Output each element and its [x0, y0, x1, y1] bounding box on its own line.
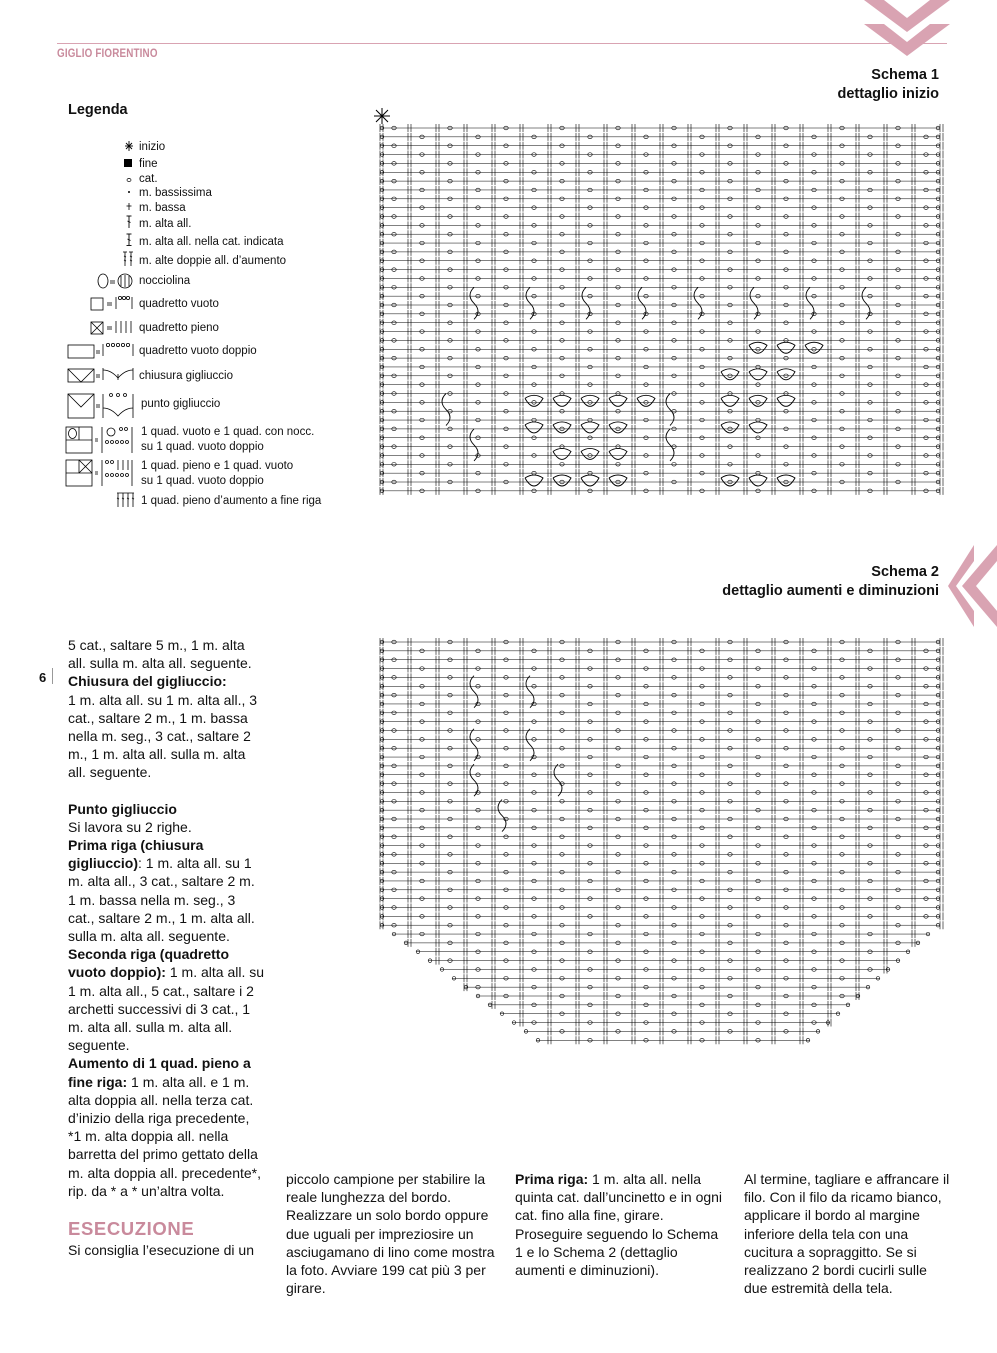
paragraph-seconda-riga: 1 m. alta all. su 1 m. alta all., 5 cat., saltare i 2 archetti successivi di 3 cat., 1 m. alta all. sulla m. alta all. seguente. — [68, 964, 265, 1054]
legend-label-inizio: inizio — [139, 141, 166, 153]
double-treble-increase-icon — [121, 251, 135, 267]
running-title: GIGLIO FIORENTINO — [57, 46, 158, 60]
text-column-3 — [515, 1170, 727, 1279]
nocciolina-icon — [97, 272, 135, 290]
paragraph-esecuzione: Si consiglia l’esecuzione di un — [68, 1242, 254, 1259]
legend-label-fine: fine — [139, 158, 158, 170]
text-column-2 — [286, 1170, 498, 1297]
end-row-increase-icon — [116, 492, 136, 508]
empty-square-icon — [90, 295, 136, 311]
heading-esecuzione: ESECUZIONE — [68, 1218, 195, 1240]
schema1-chart — [372, 102, 947, 507]
legend-label-bassissima: m. bassissima — [139, 187, 212, 199]
single-crochet-icon — [126, 202, 132, 211]
lily-stitch-icon — [67, 392, 137, 420]
legend-label-quadretto-pieno: quadretto pieno — [139, 322, 219, 334]
asterisk-icon — [124, 140, 134, 152]
filled-square-icon — [123, 158, 133, 168]
text-column-4 — [744, 1170, 952, 1297]
paragraph-prima-riga-2: 1 m. alta all. nella quinta cat. dall’uncinetto e in ogni cat. fino alla fine, girare. Proseguire seguendo lo Schema 1 e lo Schema 2 (dettaglio aumenti e diminuzioni). — [515, 1171, 723, 1279]
schema2-subtitle: dettaglio aumenti e diminuzioni — [722, 583, 939, 599]
legend-label-quadretto-vuoto: quadretto vuoto — [139, 298, 219, 310]
treble-crochet-icon — [125, 215, 133, 229]
legend-label-chiusura: chiusura gigliuccio — [139, 370, 233, 382]
full-and-empty-square-icon — [65, 458, 137, 488]
schema2-heading — [722, 563, 939, 601]
schema1-heading — [838, 66, 940, 104]
chevron-down-icon — [864, 0, 950, 58]
legend-title: Legenda — [68, 102, 128, 118]
chevron-left-icon — [948, 545, 997, 627]
heading-chiusura: Chiusura del gigliuccio: — [68, 673, 227, 690]
heading-prima-riga-2: Prima riga: — [515, 1171, 589, 1187]
legend-label-vuoto-doppio: quadretto vuoto doppio — [139, 345, 257, 357]
schema2-chart — [372, 632, 947, 1067]
schema2-diagram — [372, 632, 947, 1067]
lily-closure-icon — [67, 366, 137, 384]
paragraph-chiusura: 1 m. alta all. su 1 m. alta all., 3 cat., saltare 2 m., 1 m. bassa nella m. seg., 3 cat., saltare 2 m., 1 m. alta all. sulla m. alta all. seguente. — [68, 691, 258, 781]
treble-in-chain-icon — [125, 233, 133, 247]
square-with-nocc-icon — [65, 425, 137, 455]
legend-label-punto-gigliuccio: punto gigliuccio — [141, 398, 221, 410]
paragraph-campione: piccolo campione per stabilire la reale lunghezza del bordo. Realizzare un solo bordo oppure due uguali per impreziosire un asciugamano di lino come mostra la foto. Avviare 199 cat più 3 per girare. — [286, 1171, 495, 1297]
legend-label-alta-cat: m. alta all. nella cat. indicata — [139, 236, 284, 248]
legend-label-pieno-vuoto-1: 1 quad. pieno e 1 quad. vuoto — [141, 460, 294, 472]
legend-label-cat: cat. — [139, 173, 158, 185]
schema1-subtitle: dettaglio inizio — [837, 86, 939, 102]
legend-label-vuoto-nocc-1: 1 quad. vuoto e 1 quad. con nocc. — [141, 426, 315, 438]
legend-label-vuoto-nocc-2: su 1 quad. vuoto doppio — [141, 441, 264, 453]
legend-label-pieno-vuoto-2: su 1 quad. vuoto doppio — [141, 475, 264, 487]
text-column-1 — [68, 636, 264, 1259]
heading-punto-gigliuccio: Punto gigliuccio — [68, 800, 177, 817]
heading-seconda-riga: Seconda riga (quadretto vuoto doppio): — [68, 946, 230, 981]
schema1-title: Schema 1 — [871, 67, 939, 83]
heading-prima-riga: Prima riga (chiusura gigliuccio) — [68, 837, 204, 872]
paragraph-finitura: Al termine, tagliare e affrancare il filo. Con il filo da ricamo bianco, applicare il bordo al margine inferiore della tela con una cucitura a sopraggitto. Se si realizzano 2 bordi cucirli sulle due estremità della tela. — [744, 1171, 950, 1297]
legend-label-alta: m. alta all. — [139, 218, 192, 230]
paragraph-prima-riga: : 1 m. alta all. su 1 m. alta all., 3 cat., saltare 2 m. 1 m. bassa nella m. seg., 3 cat., saltare 2 m., 1 m. alta all. sulla m. alta all. seguente. — [68, 855, 255, 945]
chain-icon — [126, 177, 132, 183]
double-empty-square-icon — [67, 342, 137, 360]
schema1-diagram — [372, 102, 947, 507]
paragraph-continuation: 5 cat., saltare 5 m., 1 m. alta all. sulla m. alta all. seguente. — [68, 637, 252, 672]
legend-label-bassa: m. bassa — [139, 202, 186, 214]
heading-aumento: Aumento di 1 quad. pieno a fine riga: — [68, 1055, 251, 1090]
legend-label-nocciolina: nocciolina — [139, 275, 191, 287]
legend-label-alte-doppie: m. alte doppie all. d’aumento — [139, 255, 287, 267]
page-number: 6 — [39, 670, 47, 685]
paragraph-aumento: 1 m. alta all. e 1 m. alta doppia all. nella terza cat. d’inizio della riga precedente, *1 m. alta doppia all. nella barretta del primo gettato della m. alta doppia all. precedente*, rip. da * a * un’altra volta. — [68, 1073, 262, 1199]
slip-stitch-icon — [127, 190, 131, 194]
paragraph-punto-gigliuccio: Si lavora su 2 righe. — [68, 818, 192, 835]
page-number-rule — [52, 668, 53, 684]
legend — [0, 0, 360, 520]
full-square-icon — [90, 319, 136, 335]
schema2-title: Schema 2 — [871, 564, 939, 580]
legend-label-aumento: 1 quad. pieno d’aumento a fine riga — [141, 495, 322, 507]
